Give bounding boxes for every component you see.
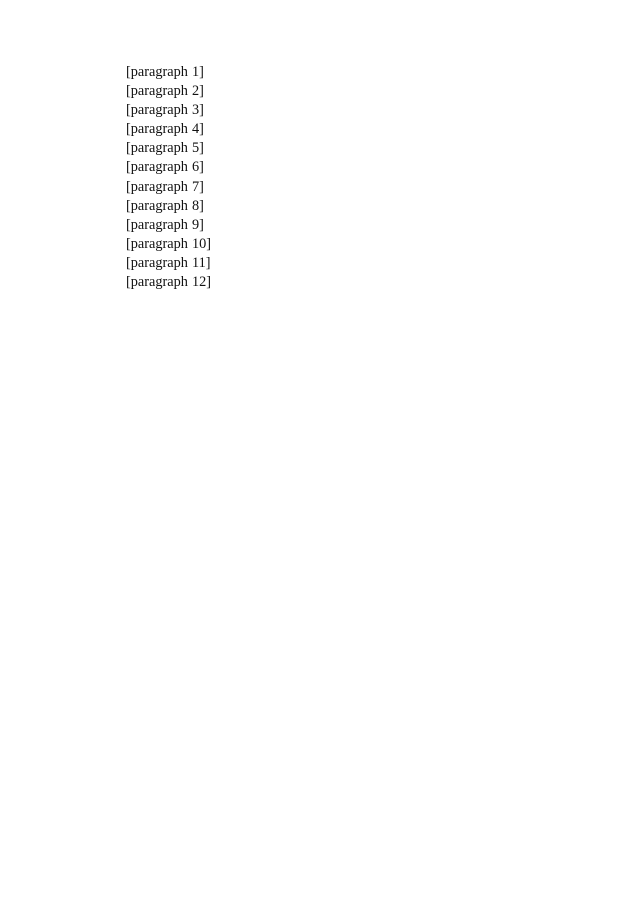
paragraph-complaint-registration: [paragraph 8]: [126, 197, 204, 214]
paragraph-clause-5-3: [paragraph 6]: [126, 159, 204, 176]
paragraph-item-10: [paragraph 5]: [126, 140, 204, 157]
paragraph-complaint-channels: [paragraph 7]: [126, 178, 204, 195]
paragraph-item-7: [paragraph 2]: [126, 83, 204, 100]
paragraph-clause-5-4: [paragraph 11]: [126, 254, 211, 271]
paragraph-item-12: [paragraph 12]: [126, 274, 212, 291]
paragraph-review-term: [paragraph 10]: [126, 235, 212, 252]
paragraph-item-6: [paragraph 1]: [126, 64, 204, 80]
paragraph-item-8: [paragraph 3]: [126, 102, 204, 119]
paragraph-journal-keeping: [paragraph 9]: [126, 216, 204, 233]
paragraph-item-9: [paragraph 4]: [126, 121, 204, 138]
